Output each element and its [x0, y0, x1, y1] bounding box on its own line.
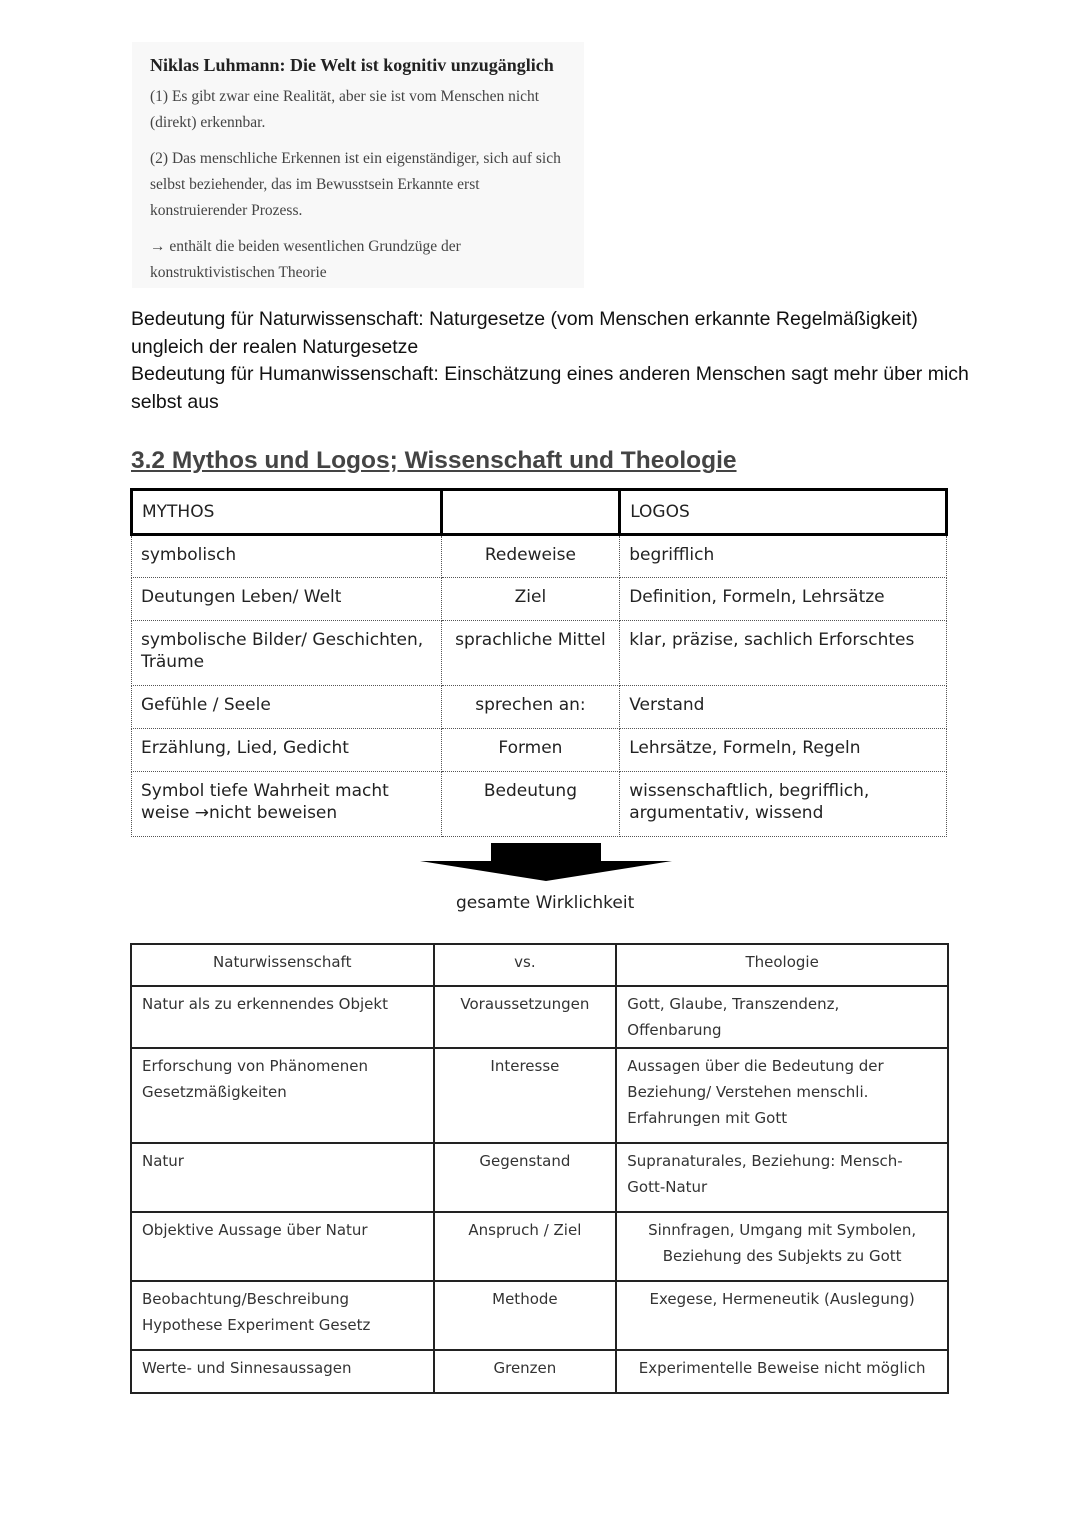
criterion-cell: Voraussetzungen: [434, 986, 617, 1048]
table-row: [132, 578, 947, 621]
table-header-row: [131, 944, 948, 986]
logos-cell: wissenschaftlich, begrifflich, argumentativ, wissend: [620, 772, 947, 837]
criterion-cell: sprechen an:: [441, 686, 620, 729]
table-row: [132, 686, 947, 729]
section-title: 3.2 Mythos und Logos; Wissenschaft und Theologie: [131, 447, 737, 474]
table-row: [132, 772, 947, 837]
arrow-caption: gesamte Wirklichkeit: [456, 893, 635, 913]
criterion-cell: Gegenstand: [434, 1143, 617, 1212]
science-cell: Objektive Aussage über Natur: [131, 1212, 434, 1281]
mythos-logos-table: [130, 488, 948, 837]
quote-point-2: (2) Das menschliche Erkennen ist ein eigenständiger, sich auf sich selbst beziehender, das im Bewusstsein Erkannte erst konstruierender Prozess.: [150, 150, 561, 219]
header-vs: vs.: [434, 944, 617, 986]
quote-point-1: (1) Es gibt zwar eine Realität, aber sie ist vom Menschen nicht (direkt) erkennbar.: [150, 88, 540, 131]
mythos-cell: Symbol tiefe Wahrheit macht weise →nicht beweisen: [132, 772, 442, 837]
header-mythos: MYTHOS: [132, 490, 442, 535]
science-cell: Werte- und Sinnesaussagen: [131, 1350, 434, 1393]
meaning-natural-science: Bedeutung für Naturwissenschaft: Naturgesetze (vom Menschen erkannte Regelmäßigkeit) ungleich der realen Naturgesetze: [131, 308, 918, 358]
table-row: [131, 1048, 948, 1143]
science-theology-table: [130, 943, 949, 1394]
science-cell: Natur als zu erkennendes Objekt: [131, 986, 434, 1048]
criterion-cell: Methode: [434, 1281, 617, 1350]
criterion-cell: Bedeutung: [441, 772, 620, 837]
logos-cell: Verstand: [620, 686, 947, 729]
table-row: [131, 1350, 948, 1393]
logos-cell: begrifflich: [620, 535, 947, 578]
table-row: [131, 1281, 948, 1350]
logos-cell: Definition, Formeln, Lehrsätze: [620, 578, 947, 621]
mythos-cell: symbolisch: [132, 535, 442, 578]
theology-cell: Experimentelle Beweise nicht möglich: [616, 1350, 948, 1393]
header-empty: [441, 490, 620, 535]
table-row: [132, 729, 947, 772]
table-row: [132, 535, 947, 578]
science-cell: Erforschung von Phänomenen Gesetzmäßigkeiten: [131, 1048, 434, 1143]
criterion-cell: Formen: [441, 729, 620, 772]
mythos-cell: Erzählung, Lied, Gedicht: [132, 729, 442, 772]
quote-title: Niklas Luhmann: Die Welt ist kognitiv unzugänglich: [150, 55, 554, 75]
science-cell: Beobachtung/Beschreibung Hypothese Experiment Gesetz: [131, 1281, 434, 1350]
logos-cell: Lehrsätze, Formeln, Regeln: [620, 729, 947, 772]
science-cell: Natur: [131, 1143, 434, 1212]
criterion-cell: Redeweise: [441, 535, 620, 578]
meaning-section: [131, 306, 991, 416]
header-theologie: Theologie: [616, 944, 948, 986]
logos-cell: klar, präzise, sachlich Erforschtes: [620, 621, 947, 686]
header-logos: LOGOS: [620, 490, 947, 535]
mythos-cell: symbolische Bilder/ Geschichten, Träume: [132, 621, 442, 686]
criterion-cell: Interesse: [434, 1048, 617, 1143]
table-row: [131, 1143, 948, 1212]
table-row: [131, 986, 948, 1048]
criterion-cell: Ziel: [441, 578, 620, 621]
theology-cell: Exegese, Hermeneutik (Auslegung): [616, 1281, 948, 1350]
theology-cell: Aussagen über die Bedeutung der Beziehung/ Verstehen menschli. Erfahrungen mit Gott: [616, 1048, 948, 1143]
criterion-cell: sprachliche Mittel: [441, 621, 620, 686]
criterion-cell: Anspruch / Ziel: [434, 1212, 617, 1281]
theology-cell: Supranaturales, Beziehung: Mensch-Gott-Natur: [616, 1143, 948, 1212]
mythos-cell: Deutungen Leben/ Welt: [132, 578, 442, 621]
theology-cell: Sinnfragen, Umgang mit Symbolen, Beziehung des Subjekts zu Gott: [616, 1212, 948, 1281]
table-header-row: [132, 490, 947, 535]
luhmann-quote-box: [132, 42, 584, 288]
table-row: [131, 1212, 948, 1281]
mythos-cell: Gefühle / Seele: [132, 686, 442, 729]
quote-conclusion: → enthält die beiden wesentlichen Grundzüge der konstruktivistischen Theorie: [150, 238, 461, 281]
table-row: [132, 621, 947, 686]
criterion-cell: Grenzen: [434, 1350, 617, 1393]
meaning-humanities: Bedeutung für Humanwissenschaft: Einschätzung eines anderen Menschen sagt mehr über mich selbst aus: [131, 363, 969, 413]
down-arrow-icon: [420, 843, 672, 883]
theology-cell: Gott, Glaube, Transzendenz, Offenbarung: [616, 986, 948, 1048]
header-naturwissenschaft: Naturwissenschaft: [131, 944, 434, 986]
